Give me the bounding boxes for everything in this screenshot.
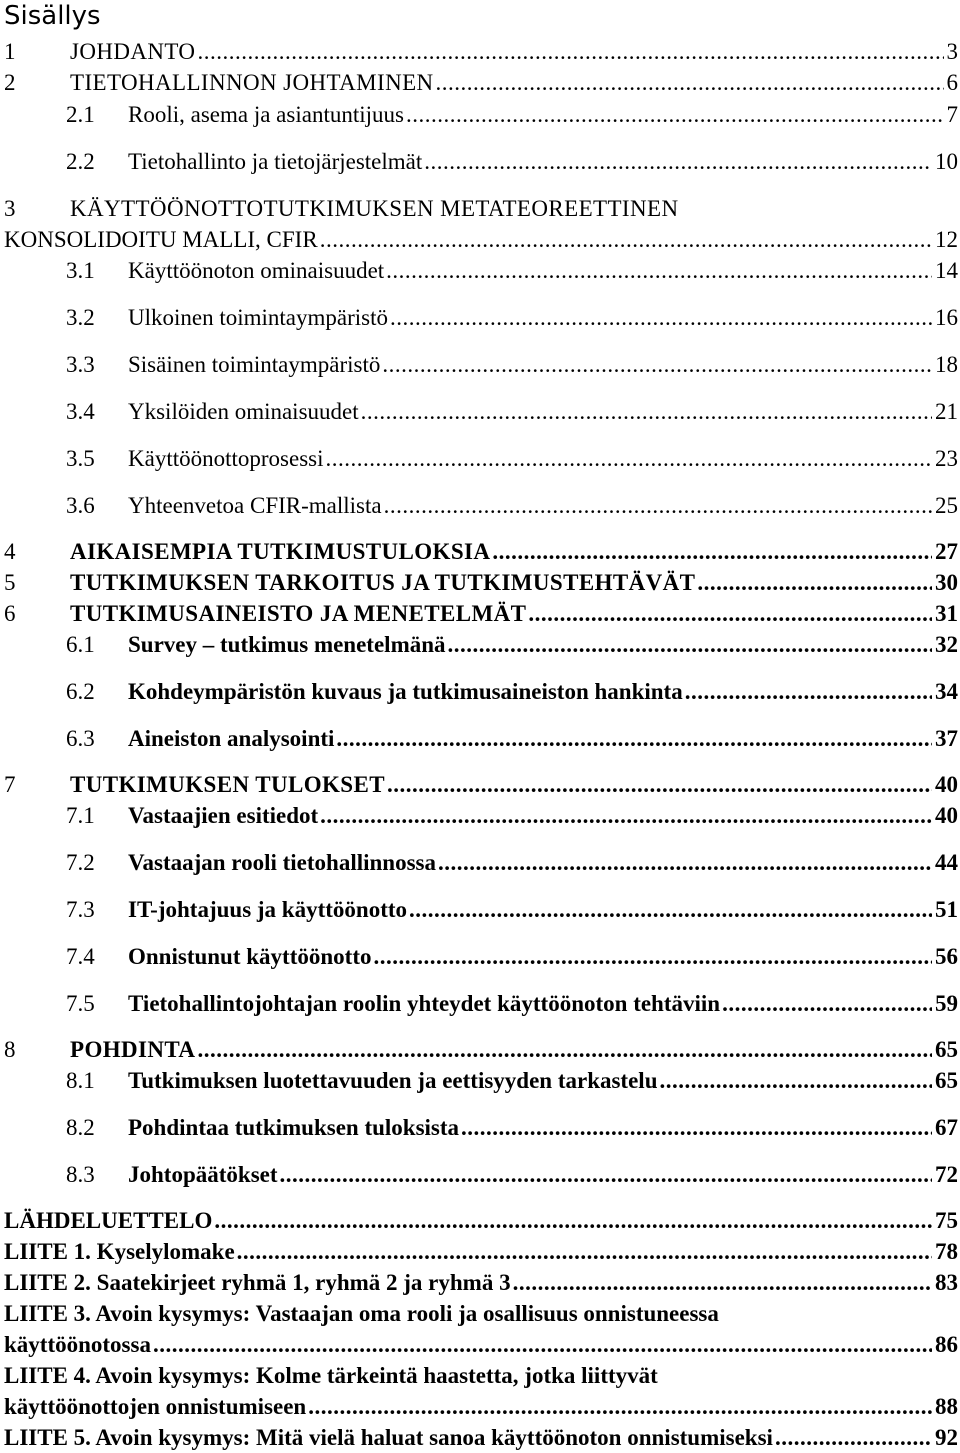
toc-leader-dots xyxy=(387,771,932,799)
toc-entry[interactable] xyxy=(0,631,958,659)
toc-entry[interactable] xyxy=(0,1114,958,1142)
toc-entry-title: LIITE 2. Saatekirjeet ryhmä 1, ryhmä 2 ja ryhmä 3 xyxy=(4,1270,511,1295)
toc-entry[interactable] xyxy=(0,195,958,223)
toc-entry-title: TUTKIMUKSEN TARKOITUS JA TUTKIMUSTEHTÄVÄT xyxy=(70,570,696,595)
toc-entry-page: 18 xyxy=(935,352,958,377)
toc-leader-dots xyxy=(528,600,932,628)
toc-entry-title: Käyttöönottoprosessi xyxy=(128,446,324,471)
toc-entry[interactable] xyxy=(0,304,958,332)
toc-entry-page: 75 xyxy=(935,1208,958,1233)
toc-leader-dots xyxy=(722,990,932,1018)
toc-entry-page: 31 xyxy=(935,601,958,626)
toc-leader-dots xyxy=(237,1238,932,1266)
toc-entry-number: 8 xyxy=(4,1037,16,1062)
toc-entry-page: 59 xyxy=(935,991,958,1016)
toc-entry-page: 78 xyxy=(935,1239,958,1264)
toc-entry-page: 3 xyxy=(946,39,958,64)
toc-leader-dots xyxy=(424,148,932,176)
toc-leader-dots xyxy=(373,943,932,971)
toc-entry[interactable] xyxy=(0,1362,958,1390)
toc-entry-title: TIETOHALLINNON JOHTAMINEN xyxy=(70,70,434,95)
toc-leader-dots xyxy=(336,725,932,753)
toc-entry-title: Survey – tutkimus menetelmänä xyxy=(128,632,446,657)
toc-entry-number: 2.2 xyxy=(66,149,95,174)
toc-entry-page: 6 xyxy=(946,70,958,95)
toc-entry-page: 10 xyxy=(935,149,958,174)
toc-entry[interactable] xyxy=(0,538,958,566)
toc-entry-page: 7 xyxy=(946,102,958,127)
toc-entry-title: Johtopäätökset xyxy=(128,1162,278,1187)
toc-entry[interactable] xyxy=(0,1161,958,1189)
toc-entry-page: 40 xyxy=(935,772,958,797)
toc-entry-page: 56 xyxy=(935,944,958,969)
toc-entry-number: 7.2 xyxy=(66,850,95,875)
toc-entry[interactable] xyxy=(0,1300,958,1328)
toc-entry-title: Vastaajien esitiedot xyxy=(128,803,319,828)
toc-entry-number: 3.4 xyxy=(66,399,95,424)
toc-entry-title: Aineiston analysointi xyxy=(128,726,335,751)
toc-entry-number: 5 xyxy=(4,570,16,595)
toc-entry[interactable] xyxy=(0,1238,958,1266)
toc-entry-page: 44 xyxy=(935,850,958,875)
toc-entry[interactable] xyxy=(0,802,958,830)
toc-entry-number: 8.3 xyxy=(66,1162,95,1187)
toc-leader-dots xyxy=(448,631,932,659)
toc-entry-title: TUTKIMUKSEN TULOKSET xyxy=(70,772,385,797)
toc-entry[interactable] xyxy=(0,148,958,176)
toc-entry-page: 40 xyxy=(935,803,958,828)
toc-entry[interactable] xyxy=(0,1207,958,1235)
toc-leader-dots xyxy=(406,101,944,129)
toc-entry-number: 7.5 xyxy=(66,991,95,1016)
toc-entry-number: 1 xyxy=(4,39,16,64)
toc-entry-title: Tietohallinto ja tietojärjestelmät xyxy=(128,149,423,174)
toc-entry-title: LIITE 4. Avoin kysymys: Kolme tärkeintä haastetta, jotka liittyvät xyxy=(4,1363,658,1388)
toc-entry-page: 67 xyxy=(935,1115,958,1140)
toc-leader-dots xyxy=(197,38,943,66)
toc-entry-number: 3.5 xyxy=(66,446,95,471)
toc-entry-title: JOHDANTO xyxy=(70,39,196,64)
toc-entry-number: 7.1 xyxy=(66,803,95,828)
toc-entry[interactable] xyxy=(0,1331,958,1359)
toc-entry[interactable] xyxy=(0,445,958,473)
toc-entry-title: Onnistunut käyttöönotto xyxy=(128,944,372,969)
toc-entry-page: 88 xyxy=(935,1394,958,1419)
toc-entry-page: 27 xyxy=(935,539,958,564)
toc-entry-number: 8.1 xyxy=(66,1068,95,1093)
toc-entry-title: Rooli, asema ja asiantuntijuus xyxy=(128,102,404,127)
toc-entry[interactable] xyxy=(0,492,958,520)
toc-entry-number: 3.2 xyxy=(66,305,95,330)
toc-leader-dots xyxy=(386,257,932,285)
toc-entry-number: 6.3 xyxy=(66,726,95,751)
toc-entry-title: Tietohallintojohtajan roolin yhteydet käyttöönoton tehtäviin xyxy=(128,991,721,1016)
toc-entry-title: Tutkimuksen luotettavuuden ja eettisyyden tarkastelu xyxy=(128,1068,658,1093)
toc-entry-page: 37 xyxy=(935,726,958,751)
toc-entry-title: Käyttöönoton ominaisuudet xyxy=(128,258,385,283)
toc-leader-dots xyxy=(461,1114,932,1142)
toc-entry-title: LÄHDELUETTELO xyxy=(4,1208,213,1233)
toc-entry-title: POHDINTA xyxy=(70,1037,196,1062)
toc-entry[interactable] xyxy=(0,398,958,426)
toc-leader-dots xyxy=(659,1067,932,1095)
toc-entry-title: käyttöönotossa xyxy=(4,1332,151,1357)
toc-leader-dots xyxy=(197,1036,932,1064)
toc-leader-dots xyxy=(326,445,933,473)
toc-leader-dots xyxy=(153,1331,932,1359)
toc-entry[interactable] xyxy=(0,101,958,129)
toc-entry[interactable] xyxy=(0,351,958,379)
toc-entry-page: 92 xyxy=(935,1425,958,1450)
toc-entry-page: 34 xyxy=(935,679,958,704)
toc-leader-dots xyxy=(775,1424,932,1452)
toc-entry-page: 16 xyxy=(935,305,958,330)
toc-entry[interactable] xyxy=(0,257,958,285)
toc-entry[interactable] xyxy=(0,1067,958,1095)
toc-entry-title: LIITE 5. Avoin kysymys: Mitä vielä haluat sanoa käyttöönoton onnistumiseksi xyxy=(4,1425,773,1450)
toc-entry-title: käyttöönottojen onnistumiseen xyxy=(4,1394,307,1419)
toc-entry-title: IT-johtajuus ja käyttöönotto xyxy=(128,897,408,922)
toc-entry-title: LIITE 3. Avoin kysymys: Vastaajan oma rooli ja osallisuus onnistuneessa xyxy=(4,1301,719,1326)
toc-leader-dots xyxy=(384,492,932,520)
toc-leader-dots xyxy=(214,1207,932,1235)
toc-entry[interactable] xyxy=(0,943,958,971)
toc-entry-number: 3.6 xyxy=(66,493,95,518)
toc-leader-dots xyxy=(438,849,932,877)
toc-entry-page: 65 xyxy=(935,1068,958,1093)
toc-entry[interactable] xyxy=(0,849,958,877)
toc-entry-number: 6.2 xyxy=(66,679,95,704)
toc-leader-dots xyxy=(513,1269,932,1297)
toc-leader-dots xyxy=(492,538,932,566)
toc-leader-dots xyxy=(390,304,932,332)
toc-entry-title: Yhteenvetoa CFIR-mallista xyxy=(128,493,382,518)
toc-entry-page: 83 xyxy=(935,1270,958,1295)
toc-entry-title: TUTKIMUSAINEISTO JA MENETELMÄT xyxy=(70,601,527,626)
toc-entry[interactable] xyxy=(0,1269,958,1297)
toc-entry-page: 21 xyxy=(935,399,958,424)
toc-entry-page: 32 xyxy=(935,632,958,657)
toc-entry-title: Sisäinen toimintaympäristö xyxy=(128,352,381,377)
toc-entry-page: 14 xyxy=(935,258,958,283)
toc-entry-number: 3 xyxy=(4,196,16,221)
toc-entry-page: 30 xyxy=(935,570,958,595)
toc-entry[interactable] xyxy=(0,990,958,1018)
toc-leader-dots xyxy=(409,896,932,924)
toc-entry-page: 72 xyxy=(935,1162,958,1187)
toc-leader-dots xyxy=(320,802,932,830)
toc-entry[interactable] xyxy=(0,38,958,66)
toc-entry[interactable] xyxy=(0,771,958,799)
toc-entry-number: 8.2 xyxy=(66,1115,95,1140)
toc-entry-page: 23 xyxy=(935,446,958,471)
toc-entry[interactable] xyxy=(0,1393,958,1421)
toc-entry-title: Kohdeympäristön kuvaus ja tutkimusaineiston hankinta xyxy=(128,679,683,704)
toc-leader-dots xyxy=(280,1161,932,1189)
toc-leader-dots xyxy=(308,1393,932,1421)
toc-entry-number: 7.3 xyxy=(66,897,95,922)
toc-entry-title: LIITE 1. Kyselylomake xyxy=(4,1239,235,1264)
toc-entry-number: 7.4 xyxy=(66,944,95,969)
toc-entry[interactable] xyxy=(0,1036,958,1064)
toc-entry[interactable] xyxy=(0,725,958,753)
toc-entry[interactable] xyxy=(0,678,958,706)
toc-entry-number: 3.3 xyxy=(66,352,95,377)
toc-entry-page: 25 xyxy=(935,493,958,518)
toc-entry-number: 6.1 xyxy=(66,632,95,657)
toc-entry[interactable] xyxy=(0,226,958,254)
toc-entry-number: 2.1 xyxy=(66,102,95,127)
toc-entry-number: 2 xyxy=(4,70,16,95)
toc-entry-page: 65 xyxy=(935,1037,958,1062)
toc-leader-dots xyxy=(361,398,932,426)
toc-entry-page: 12 xyxy=(935,227,958,252)
toc-entry-title: AIKAISEMPIA TUTKIMUSTULOKSIA xyxy=(70,539,491,564)
toc-entry-title: Yksilöiden ominaisuudet xyxy=(128,399,359,424)
toc-entry-title: Vastaajan rooli tietohallinnossa xyxy=(128,850,436,875)
toc-entry-title: KONSOLIDOITU MALLI, CFIR xyxy=(4,227,318,252)
toc-entry-number: 4 xyxy=(4,539,16,564)
toc-leader-dots xyxy=(436,69,944,97)
toc-entry-number: 3.1 xyxy=(66,258,95,283)
toc-entry[interactable] xyxy=(0,569,958,597)
toc-entry-number: 7 xyxy=(4,772,16,797)
toc-leader-dots xyxy=(320,226,932,254)
toc-leader-dots xyxy=(697,569,932,597)
toc-leader-dots xyxy=(685,678,932,706)
toc-entry[interactable] xyxy=(0,896,958,924)
toc-entry-page: 86 xyxy=(935,1332,958,1357)
toc-entry[interactable] xyxy=(0,1424,958,1452)
toc-entry-number: 6 xyxy=(4,601,16,626)
toc-entry-title: Pohdintaa tutkimuksen tuloksista xyxy=(128,1115,460,1140)
toc-entry-title: KÄYTTÖÖNOTTOTUTKIMUKSEN METATEOREETTINEN xyxy=(70,196,679,221)
toc-leader-dots xyxy=(382,351,932,379)
toc-entry[interactable] xyxy=(0,69,958,97)
toc-heading: Sisällys xyxy=(4,1,101,31)
toc-entry-page: 51 xyxy=(935,897,958,922)
toc-entry[interactable] xyxy=(0,600,958,628)
toc-entry-title: Ulkoinen toimintaympäristö xyxy=(128,305,388,330)
